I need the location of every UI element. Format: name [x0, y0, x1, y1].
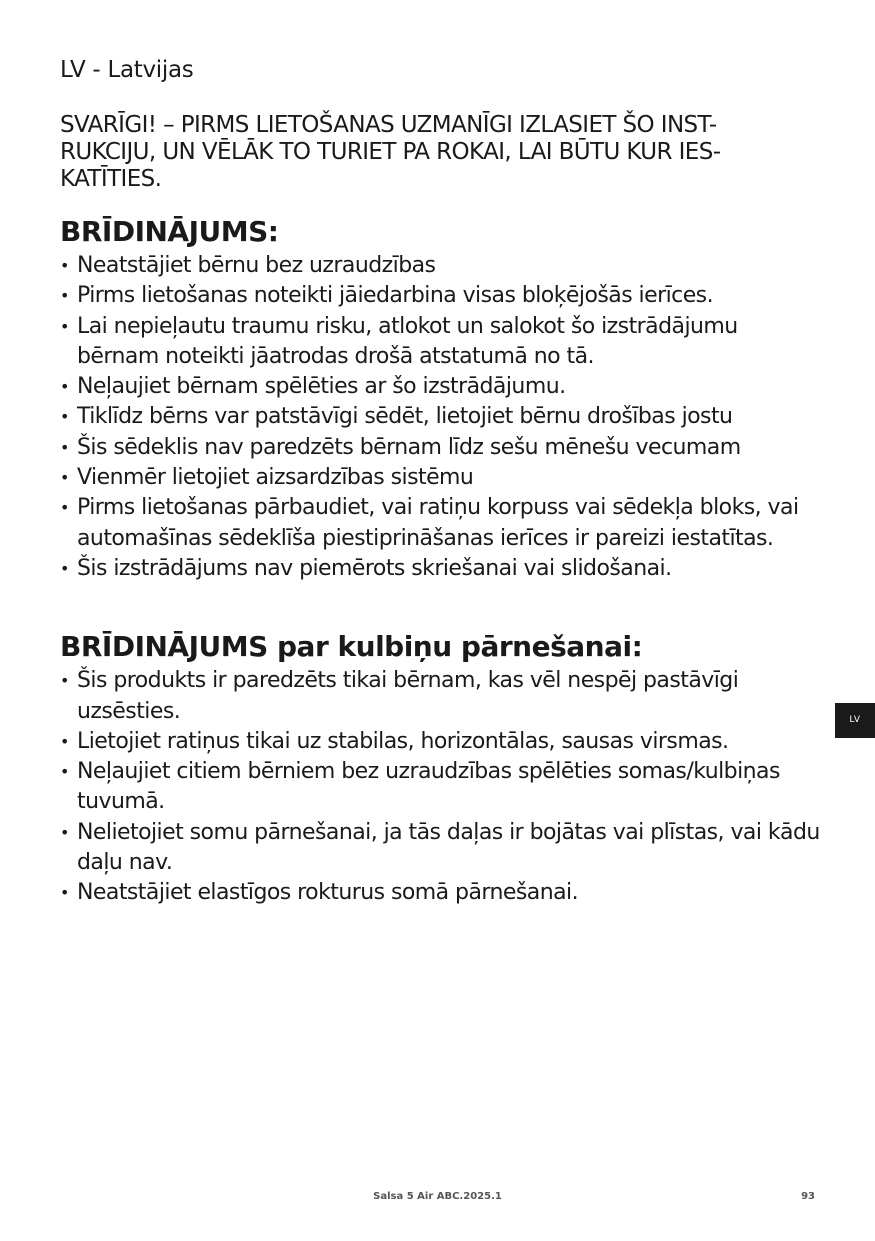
footer-model: Salsa 5 Air ABC.2025.1 [373, 1191, 502, 1202]
warning-item: • Neatstājiet bērnu bez uzraudzības [60, 251, 820, 281]
carrycot-warnings-title: BRĪDINĀJUMS par kulbiņu pārnešanai: [60, 630, 643, 664]
page-number: 93 [801, 1191, 815, 1202]
carrycot-warning-item: • Nelietojiet somu pārnešanai, ja tās daļas ir bojātas vai plīstas, vai kādu daļu nav. [60, 818, 820, 879]
warning-item: • Vienmēr lietojiet aizsardzības sistēmu [60, 463, 820, 493]
carrycot-warning-item: • Neatstājiet elastīgos rokturus somā pārnešanai. [60, 878, 820, 908]
important-notice-line: RUKCIJU, UN VĒLĀK TO TURIET PA ROKAI, LAI BŪTU KUR IES- [60, 139, 721, 165]
language-heading: LV - Latvijas [60, 57, 194, 83]
important-notice-line: SVARĪGI! – PIRMS LIETOŠANAS UZMANĪGI IZLASIET ŠO INST- [60, 112, 717, 138]
warning-item: • Lai nepieļautu traumu risku, atlokot un salokot šo izstrādājumu bērnam noteikti jāatrodas drošā atstatumā no tā. [60, 312, 820, 373]
warning-item: • Šis izstrādājums nav piemērots skriešanai vai slidošanai. [60, 554, 820, 584]
language-side-tab: LV [835, 703, 875, 738]
manual-page-content [60, 52, 820, 909]
carrycot-warning-item: • Lietojiet ratiņus tikai uz stabilas, horizontālas, sausas virsmas. [60, 727, 820, 757]
important-notice [60, 112, 820, 193]
important-notice-line: KATĪTIES. [60, 166, 162, 192]
carrycot-warning-item: • Šis produkts ir paredzēts tikai bērnam, kas vēl nespēj pastāvīgi uzsēsties. [60, 666, 820, 727]
warning-item: • Pirms lietošanas pārbaudiet, vai ratiņu korpuss vai sēdekļa bloks, vai automašīnas sēdeklīša piestiprināšanas ierīces ir pareizi iestatītas. [60, 493, 820, 554]
warning-item: • Tiklīdz bērns var patstāvīgi sēdēt, lietojiet bērnu drošības jostu [60, 402, 820, 432]
warnings-title: BRĪDINĀJUMS: [60, 215, 279, 248]
warning-item: • Šis sēdeklis nav paredzēts bērnam līdz sešu mēnešu vecumam [60, 433, 820, 463]
warning-item: • Neļaujiet bērnam spēlēties ar šo izstrādājumu. [60, 372, 820, 402]
warnings-list [60, 251, 820, 584]
carrycot-warnings-list [60, 666, 820, 908]
carrycot-warning-item: • Neļaujiet citiem bērniem bez uzraudzības spēlēties somas/kulbiņas tuvumā. [60, 757, 820, 818]
warning-item: • Pirms lietošanas noteikti jāiedarbina visas bloķējošās ierīces. [60, 281, 820, 311]
